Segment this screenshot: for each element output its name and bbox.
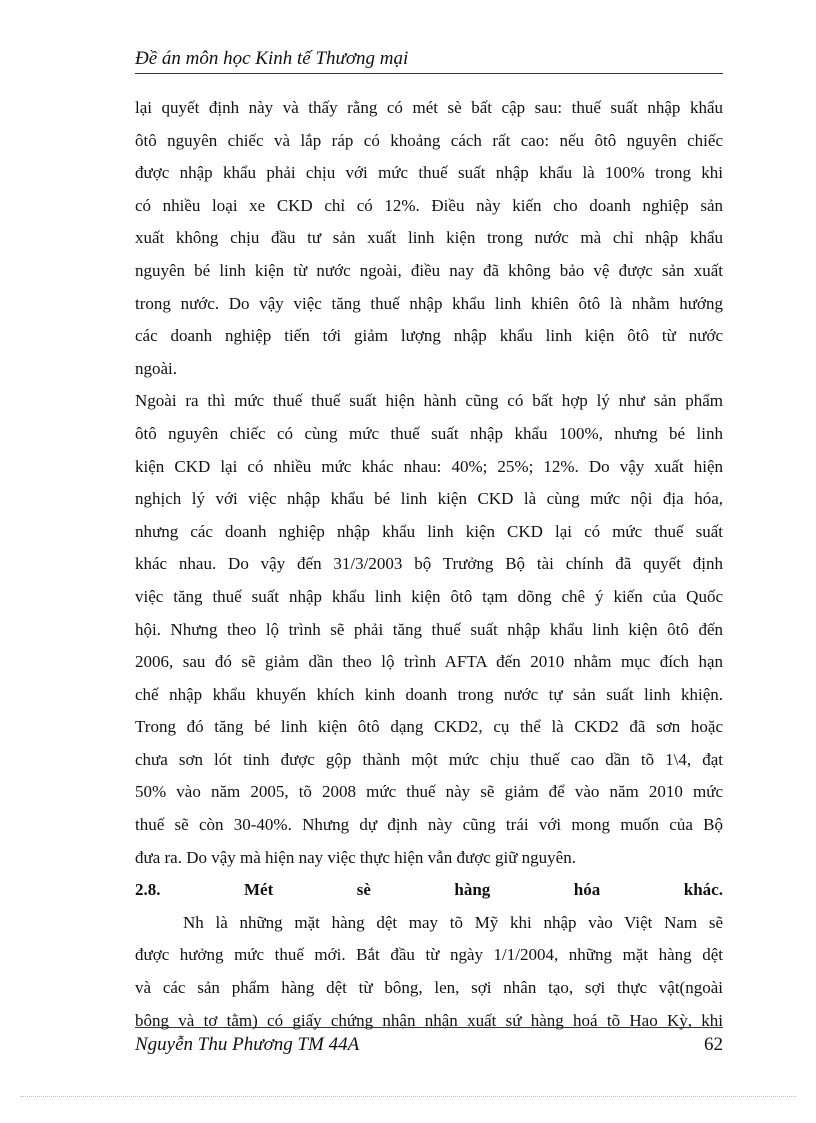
text-line: bông và tơ tằm) có giấy chứng nhận nhận xuất sứ hàng hoá tõ Hao Kỳ, khi: [135, 1010, 723, 1030]
section-heading: [135, 874, 723, 907]
page-number: 62: [704, 1034, 723, 1055]
page-body: [135, 92, 723, 1037]
footer-author: Nguyễn Thu Phương TM 44A: [135, 1034, 360, 1055]
text-line: các doanh nghiệp tiến tới giảm lượng nhập khẩu linh kiện ôtô từ nước: [135, 326, 723, 346]
text-line: ngoài.: [135, 358, 178, 378]
page-edge-dotted-line: [20, 1096, 796, 1097]
paragraph-1: [135, 92, 723, 385]
text-line: xuất không chịu đầu tư sản xuất linh kiện trong nước mà chỉ nhập khẩu: [135, 228, 723, 248]
text-line: ôtô nguyên chiếc và lắp ráp có khoảng cách rất cao: nếu ôtô nguyên chiếc: [135, 130, 723, 150]
text-line: chế nhập khẩu khuyến khích kinh doanh trong nước tự sản suất linh khiện.: [135, 684, 723, 704]
text-line: Nh là những mặt hàng dệt may tõ Mỹ khi nhập vào Việt Nam sẽ: [183, 912, 723, 932]
text-line: được hưởng mức thuế mới. Bắt đầu từ ngày 1/1/2004, những mặt hàng dệt: [135, 945, 723, 965]
text-line: có nhiều loại xe CKD chỉ có 12%. Điều này kiến cho doanh nghiệp sản: [135, 195, 723, 215]
text-line: hội. Nhưng theo lộ trình sẽ phải tăng thuế suất nhập khẩu linh kiện ôtô đến: [135, 619, 723, 639]
text-line: và các sản phẩm hàng dệt từ bông, len, sợi nhân tạo, sợi thực vật(ngoài: [135, 978, 723, 998]
text-line: lại quyết định này và thấy rằng có mét sè bất cập sau: thuế suất nhập khẩu: [135, 98, 723, 117]
text-line: việc tăng thuế suất nhập khẩu linh kiện ôtô tạm dõng chê ý kiến của Quốc: [135, 586, 723, 606]
text-line: khác nhau. Do vậy đến 31/3/2003 bộ Trưởng Bộ tài chính đã quyết định: [135, 554, 723, 574]
text-line: nghịch lý với việc nhập khẩu bé linh kiện CKD là cùng mức nội địa hóa,: [135, 489, 723, 509]
section-word: hàng: [454, 880, 491, 900]
page-footer: [135, 1034, 723, 1056]
section-word: sè: [356, 880, 371, 900]
page-header-title: Đề án môn học Kinh tế Thương mại: [135, 48, 409, 69]
section-word: khác.: [683, 880, 723, 900]
text-line: nhưng các doanh nghiệp nhập khẩu linh kiện CKD lại có mức thuế suất: [135, 521, 723, 541]
text-line: 2006, sau đó sẽ giảm dần theo lộ trình AFTA đến 2010 nhằm mục đích hạn: [135, 652, 723, 672]
footer-divider: [135, 1027, 723, 1028]
text-line: kiện CKD lại có nhiều mức khác nhau: 40%; 25%; 12%. Do vậy xuất hiện: [135, 456, 723, 476]
text-line: ôtô nguyên chiếc có cùng mức thuế suất nhập khẩu 100%, nhưng bé linh: [135, 423, 723, 443]
text-line: Trong đó tăng bé linh kiện ôtô dạng CKD2, cụ thể là CKD2 đã sơn hoặc: [135, 717, 723, 737]
header-divider: [135, 73, 723, 74]
text-line: Ngoài ra thì mức thuế thuế suất hiện hành cũng có bất hợp lý như sản phẩm: [135, 391, 723, 411]
paragraph-2: [135, 385, 723, 874]
text-line: thuế sẽ còn 30-40%. Nhưng dự định này cũng trái với mong muốn của Bộ: [135, 815, 723, 835]
text-line: nguyên bé linh kiện từ nước ngoài, điều nay đã không bảo vệ được sản xuất: [135, 260, 723, 280]
text-line: trong nước. Do vậy việc tăng thuế nhập khẩu linh khiên ôtô là nhằm hướng: [135, 293, 723, 313]
text-line: chưa sơn lót tinh được gộp thành một mức chịu thuế cao dần tõ 1\4, đạt: [135, 749, 723, 769]
text-line: 50% vào năm 2005, tõ 2008 mức thuế này sẽ giảm để vào năm 2010 mức: [135, 782, 723, 802]
paragraph-3: [135, 907, 723, 1037]
section-number: 2.8.: [135, 880, 161, 900]
text-line: đưa ra. Do vậy mà hiện nay việc thực hiện vẫn được giữ nguyên.: [135, 847, 576, 867]
text-line: được nhập khẩu phải chịu với mức thuế suất nhập khẩu là 100% trong khi: [135, 163, 723, 183]
section-word: hóa: [573, 880, 601, 900]
section-word: Mét: [243, 880, 274, 900]
